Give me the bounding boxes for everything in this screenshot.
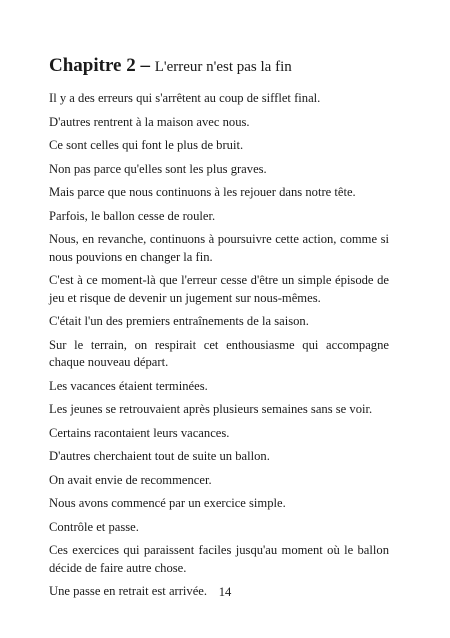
paragraph: Les jeunes se retrouvaient après plusieurs semaines sans se voir. bbox=[49, 402, 373, 416]
page-number: 14 bbox=[218, 585, 232, 599]
chapter-body bbox=[49, 90, 389, 607]
paragraph: Parfois, le ballon cesse de rouler. bbox=[49, 208, 216, 223]
paragraph: Sur le terrain, on respirait cet enthousiasme qui accompagne chaque nouveau départ. bbox=[49, 337, 389, 369]
paragraph: Nous avons commencé par un exercice simple. bbox=[49, 496, 286, 510]
chapter-label: Chapitre 2 bbox=[49, 55, 136, 76]
paragraph: Mais parce que nous continuons à les rejouer dans notre tête. bbox=[49, 185, 356, 199]
paragraph: Non pas parce qu'elles sont les plus graves. bbox=[49, 161, 267, 176]
paragraph: D'autres cherchaient tout de suite un ballon. bbox=[49, 449, 270, 463]
chapter-heading bbox=[49, 52, 409, 81]
paragraph: Ce sont celles qui font le plus de bruit. bbox=[49, 138, 244, 152]
paragraph: Les vacances étaient terminées. bbox=[49, 378, 208, 393]
paragraph: Nous, en revanche, continuons à poursuivre cette action, comme si nous pouvions en changer la fin. bbox=[49, 232, 389, 264]
paragraph: Certains racontaient leurs vacances. bbox=[49, 425, 230, 440]
paragraph: C'était l'un des premiers entraînements de la saison. bbox=[49, 314, 309, 328]
paragraph: Contrôle et passe. bbox=[49, 519, 139, 534]
paragraph: Une passe en retrait est arrivée. bbox=[49, 584, 208, 598]
paragraph: Ces exercices qui paraissent faciles jusqu'au moment où le ballon décide de faire autre chose. bbox=[49, 543, 389, 575]
paragraph: Il y a des erreurs qui s'arrêtent au coup de sifflet final. bbox=[49, 91, 321, 105]
paragraph: On avait envie de recommencer. bbox=[49, 472, 212, 487]
chapter-dash: – bbox=[135, 55, 155, 76]
chapter-subtitle: L'erreur n'est pas la fin bbox=[154, 59, 292, 75]
paragraph: C'est à ce moment-là que l'erreur cesse d'être un simple épisode de jeu et risque de devenir un jugement sur nous-mêmes. bbox=[49, 273, 389, 305]
paragraph: D'autres rentrent à la maison avec nous. bbox=[49, 114, 250, 129]
